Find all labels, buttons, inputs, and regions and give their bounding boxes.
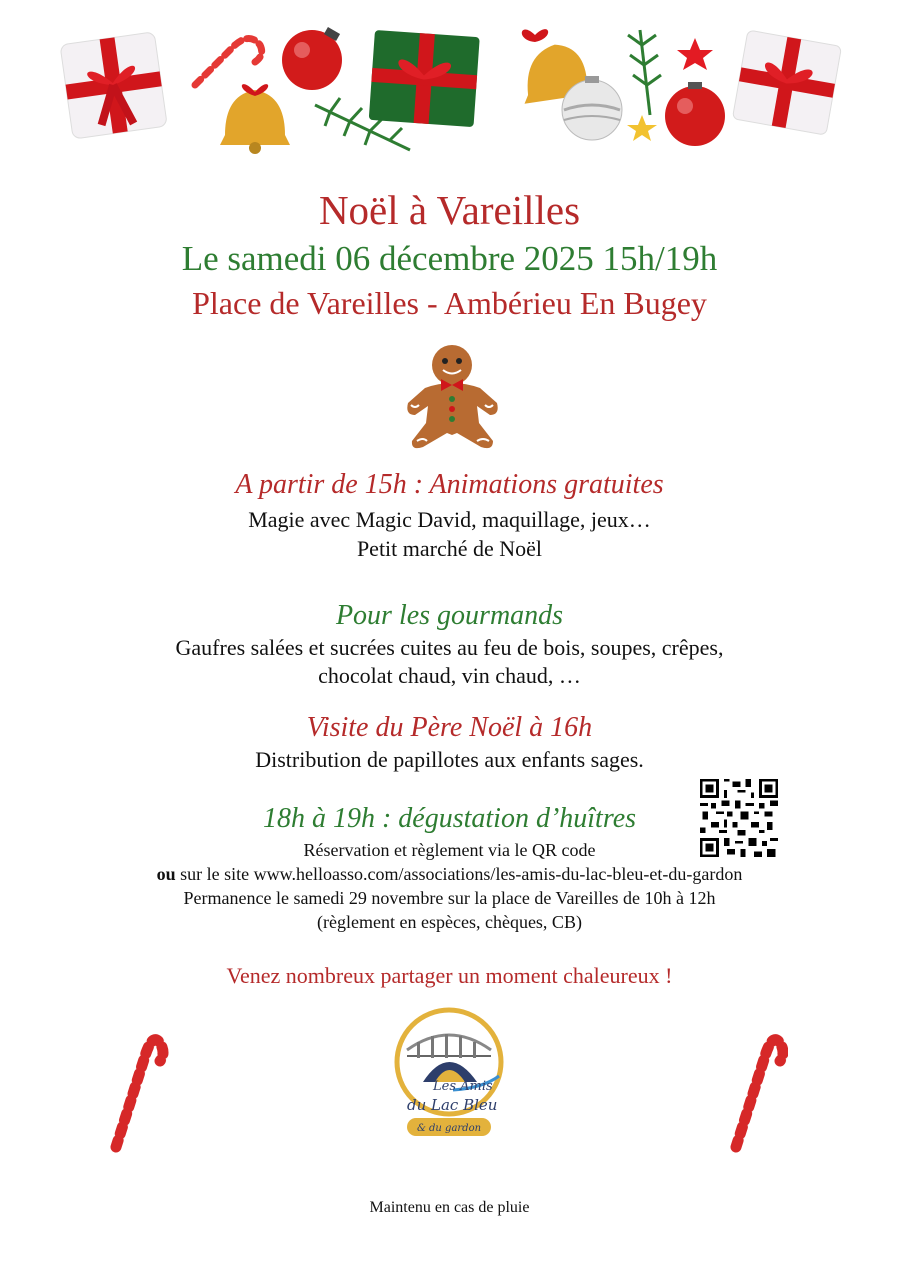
animations-heading: A partir de 15h : Animations gratuites — [235, 469, 664, 500]
candy-cane-icon — [195, 39, 262, 86]
animations-line-1: Magie avec Magic David, maquillage, jeux… — [248, 507, 651, 532]
gingerbread-man-icon — [405, 343, 500, 451]
ornament-icon — [282, 27, 342, 90]
candy-cane-icon — [726, 1025, 788, 1153]
closing-line: Venez nombreux partager un moment chaleureux ! — [226, 963, 673, 988]
christmas-decoration-banner — [50, 20, 850, 165]
huitres-heading: 18h à 19h : dégustation d’huîtres — [262, 803, 637, 834]
ornament-icon — [665, 82, 725, 146]
gift-icon — [732, 30, 841, 135]
gourmands-line-2: chocolat chaud, vin chaud, … — [318, 663, 581, 688]
event-place: Place de Vareilles - Ambérieu En Bugey — [192, 285, 707, 321]
association-logo — [393, 1002, 505, 1144]
huitres-line-4: (règlement en espèces, chèques, CB) — [317, 912, 582, 932]
huitres-line-2-bold: ou — [156, 864, 176, 884]
pere-noel-line-1: Distribution de papillotes aux enfants sages. — [255, 747, 644, 772]
gourmands-line-1: Gaufres salées et sucrées cuites au feu de bois, soupes, crêpes, — [175, 635, 724, 660]
logo-text-2: du Lac Bleu — [407, 1096, 498, 1114]
star-icon — [627, 115, 657, 141]
gourmands-heading: Pour les gourmands — [335, 600, 564, 631]
bell-icon — [220, 84, 290, 154]
event-title: Noël à Vareilles — [318, 187, 581, 233]
logo-text-3: & du gardon — [416, 1123, 482, 1134]
qr-code-icon[interactable] — [700, 779, 778, 857]
event-date: Le samedi 06 décembre 2025 15h/19h — [181, 239, 718, 278]
gift-icon — [60, 32, 167, 139]
huitres-line-3: Permanence le samedi 29 novembre sur la place de Vareilles de 10h à 12h — [183, 888, 716, 908]
candy-cane-icon — [108, 1025, 170, 1153]
huitres-website-text: sur le site www.helloasso.com/associations/les-amis-du-lac-bleu-et-du-gardon — [175, 864, 743, 884]
pine-branch-icon — [628, 30, 661, 115]
star-icon — [677, 38, 713, 70]
gift-icon — [369, 30, 480, 127]
pere-noel-heading: Visite du Père Noël à 16h — [306, 712, 593, 743]
huitres-line-2 — [0, 862, 899, 886]
animations-line-2: Petit marché de Noël — [356, 536, 543, 561]
footer-note: Maintenu en cas de pluie — [369, 1199, 530, 1216]
logo-text-1: Les Amis — [433, 1079, 493, 1094]
huitres-line-1: Réservation et règlement via le QR code — [303, 840, 596, 860]
